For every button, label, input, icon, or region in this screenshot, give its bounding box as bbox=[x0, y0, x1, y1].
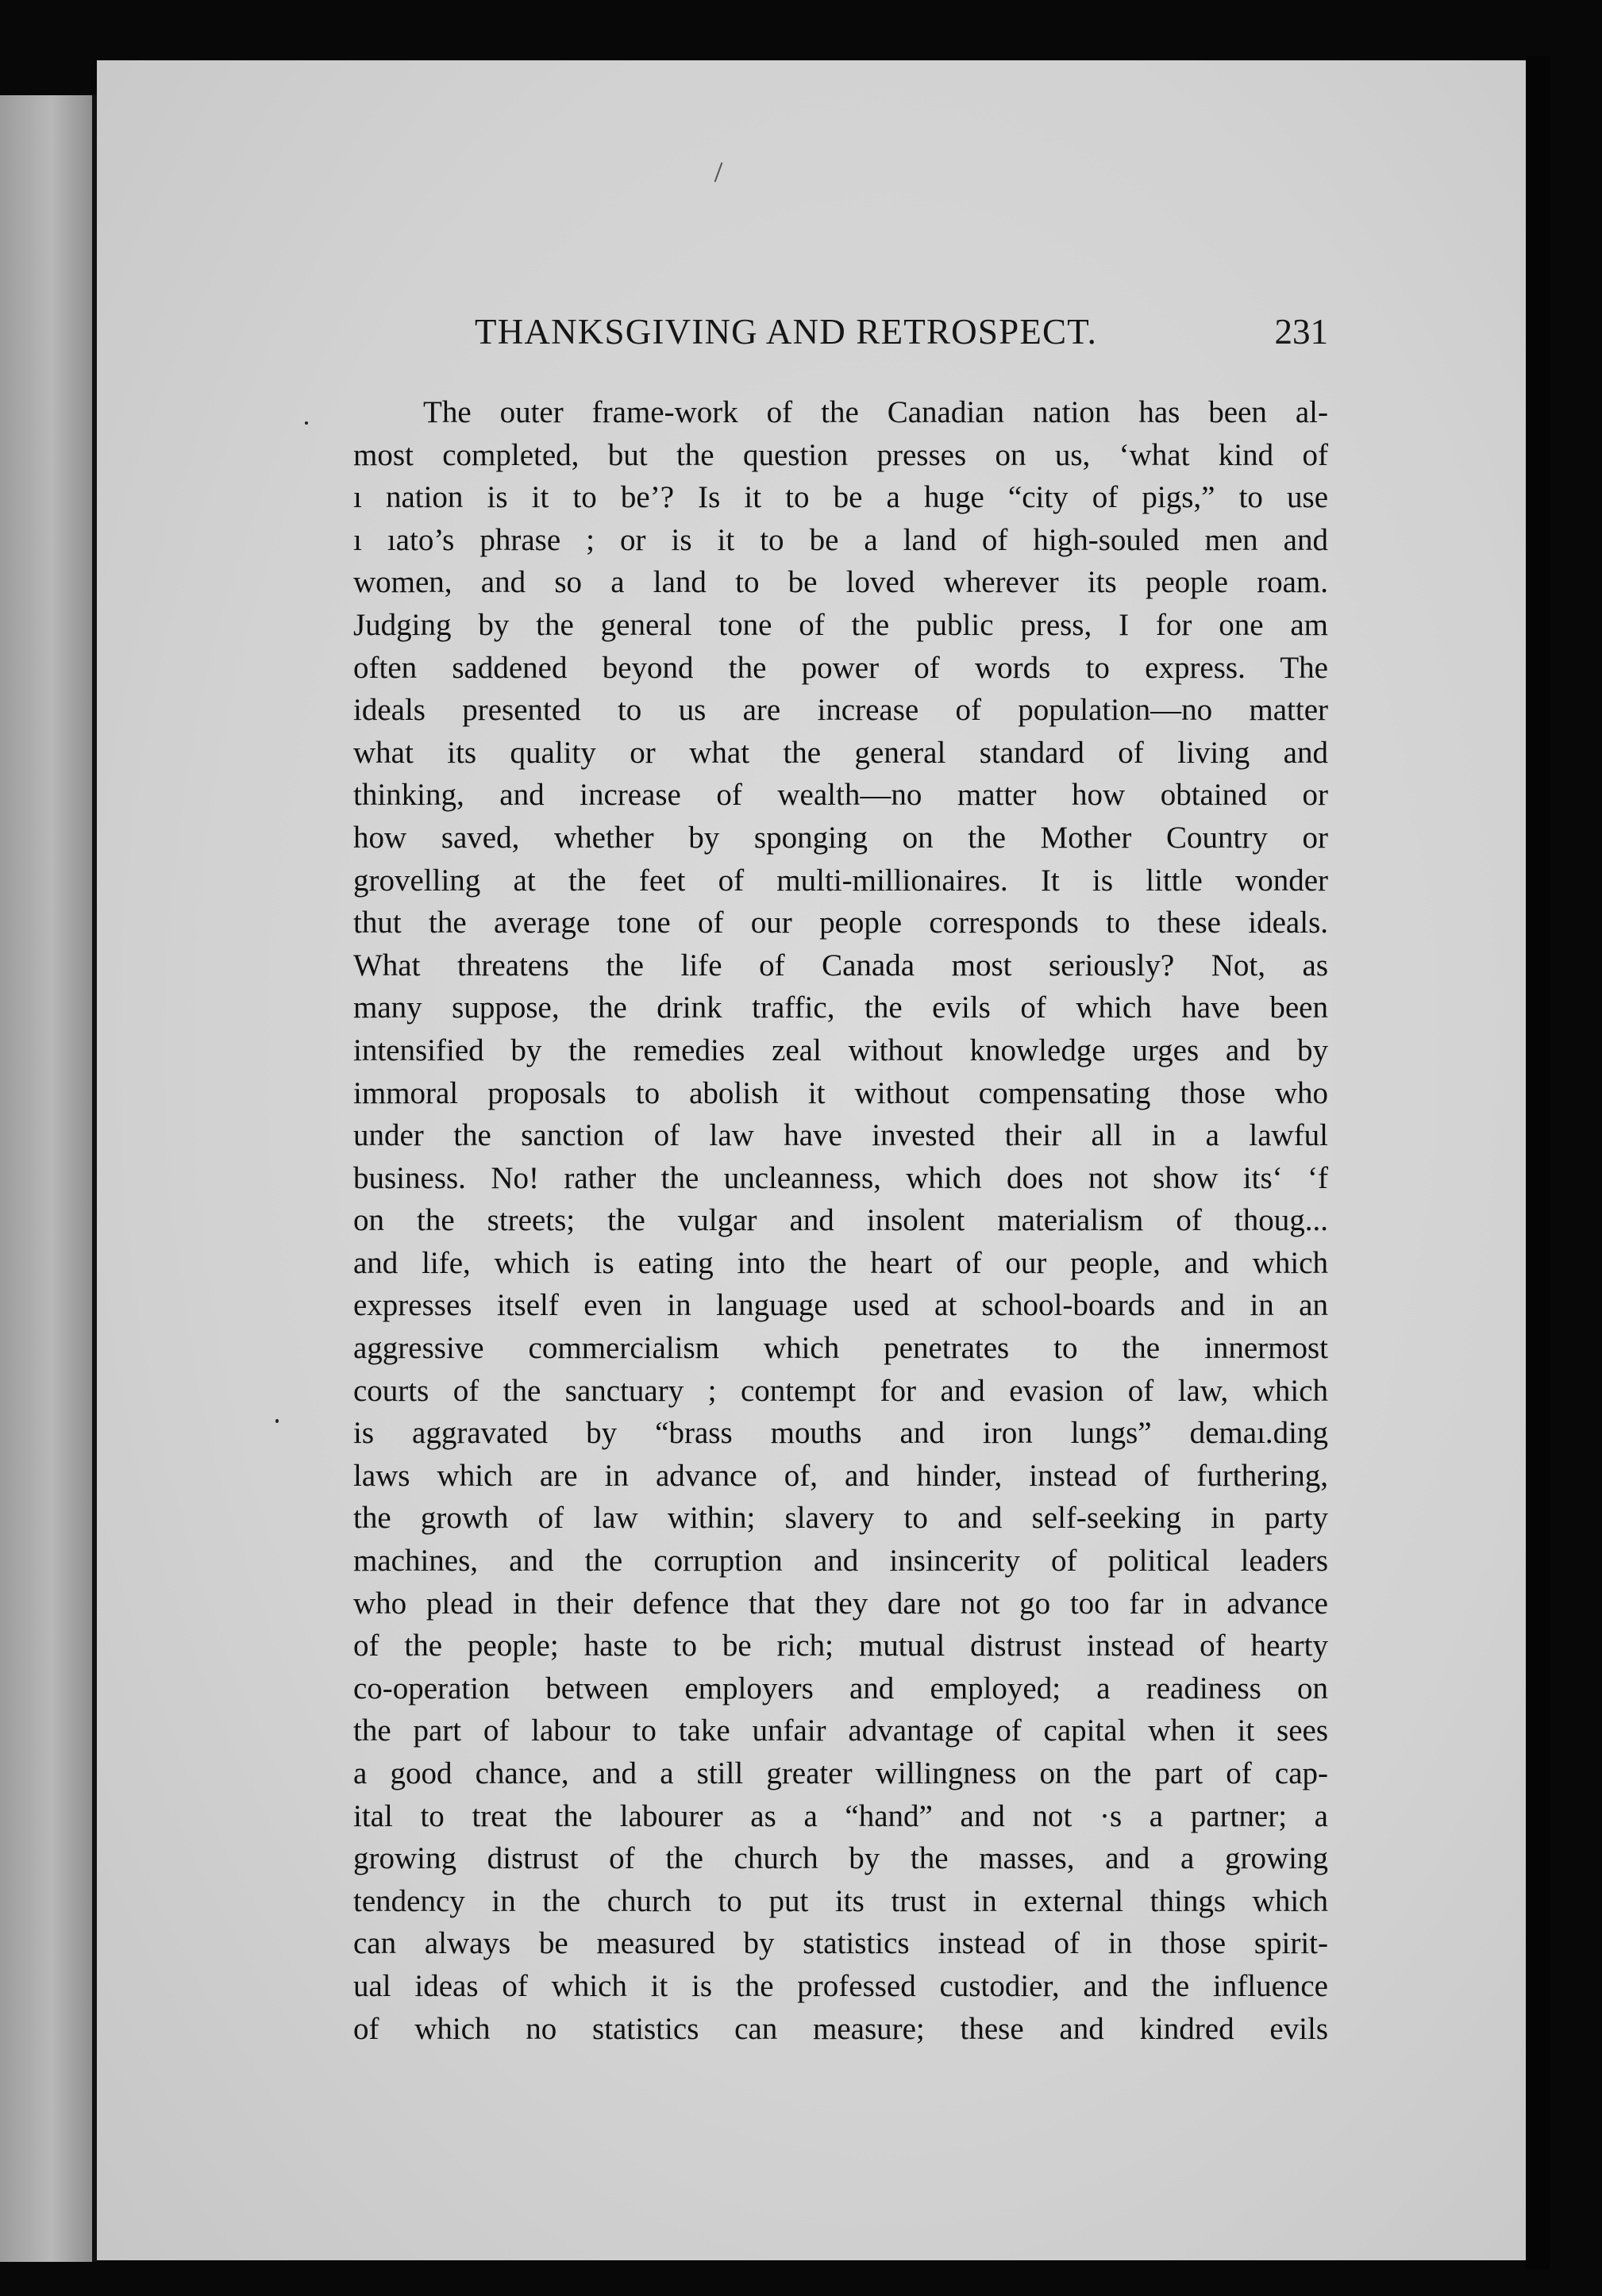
facing-page-edge bbox=[0, 95, 94, 2262]
text-line: the part of labour to take unfair advantage of capital when it sees bbox=[353, 1713, 1328, 1748]
text-line: laws which are in advance of, and hinder, instead of furthering, bbox=[353, 1458, 1328, 1493]
text-line: ital to treat the labourer as a “hand” and not ·s a partner; a bbox=[353, 1798, 1328, 1833]
text-line: often saddened beyond the power of words to express. The bbox=[353, 650, 1328, 685]
scan-right-border bbox=[1526, 56, 1550, 2270]
text-line: most completed, but the question presses on us, ‘what kind of bbox=[353, 437, 1328, 472]
ink-speck bbox=[305, 421, 308, 425]
text-line: thut the average tone of our people corresponds to these ideals. bbox=[353, 906, 1328, 940]
text-line: under the sanction of law have invested their all in a lawful bbox=[353, 1118, 1328, 1153]
text-line: is aggravated by “brass mouths and iron lungs” demaı.ding bbox=[353, 1416, 1328, 1451]
page-number: 231 bbox=[1274, 312, 1328, 352]
text-line: expresses itself even in language used at school-boards and in an bbox=[353, 1288, 1328, 1323]
text-line: and life, which is eating into the heart of our people, and which bbox=[353, 1245, 1328, 1280]
body-text bbox=[353, 391, 1328, 2050]
running-head: THANKSGIVING AND RETROSPECT. bbox=[475, 312, 1098, 352]
text-line: thinking, and increase of wealth—no matter how obtained or bbox=[353, 778, 1328, 813]
text-line: ual ideas of which it is the professed custodier, and the influence bbox=[353, 1968, 1328, 2003]
text-line: co-operation between employers and employed; a readiness on bbox=[353, 1671, 1328, 1706]
text-line: The outer frame-work of the Canadian nation has been al- bbox=[423, 395, 1328, 429]
text-line: how saved, whether by sponging on the Mother Country or bbox=[353, 820, 1328, 855]
text-line: ideals presented to us are increase of population—no matter bbox=[353, 693, 1328, 728]
text-line: business. No! rather the uncleanness, which does not show its‘ ‘f bbox=[353, 1160, 1328, 1195]
text-line: courts of the sanctuary ; contempt for and evasion of law, which bbox=[353, 1373, 1328, 1408]
text-line: a good chance, and a still greater willingness on the part of cap- bbox=[353, 1756, 1328, 1790]
text-line: many suppose, the drink traffic, the evils of which have been bbox=[353, 990, 1328, 1025]
text-line: ı nation is it to be’? Is it to be a huge “city of pigs,” to use bbox=[353, 480, 1328, 515]
text-line: aggressive commercialism which penetrates to the innermost bbox=[353, 1331, 1328, 1366]
text-line: ı ıato’s phrase ; or is it to be a land of high-souled men and bbox=[353, 522, 1328, 557]
text-line: of which no statistics can measure; these and kindred evils bbox=[353, 2011, 1328, 2046]
page-header bbox=[475, 311, 1328, 367]
text-line: women, and so a land to be loved wherever its people roam. bbox=[353, 565, 1328, 600]
text-line: tendency in the church to put its trust in external things which bbox=[353, 1883, 1328, 1918]
text-line: growing distrust of the church by the masses, and a growing bbox=[353, 1841, 1328, 1876]
ink-speck bbox=[275, 1419, 279, 1423]
text-line: what its quality or what the general standard of living and bbox=[353, 735, 1328, 770]
text-line: the growth of law within; slavery to and self-seeking in party bbox=[353, 1501, 1328, 1536]
text-line: of the people; haste to be rich; mutual distrust instead of hearty bbox=[353, 1629, 1328, 1663]
text-line: intensified by the remedies zeal without knowledge urges and by bbox=[353, 1033, 1328, 1067]
scan-mark bbox=[714, 162, 723, 182]
text-line: What threatens the life of Canada most seriously? Not, as bbox=[353, 948, 1328, 983]
text-line: machines, and the corruption and insincerity of political leaders bbox=[353, 1544, 1328, 1579]
text-line: grovelling at the feet of multi-millionaires. It is little wonder bbox=[353, 863, 1328, 898]
text-line: Judging by the general tone of the public press, I for one am bbox=[353, 607, 1328, 642]
text-line: immoral proposals to abolish it without compensating those who bbox=[353, 1075, 1328, 1110]
text-line: who plead in their defence that they dare not go too far in advance bbox=[353, 1586, 1328, 1621]
text-line: can always be measured by statistics instead of in those spirit- bbox=[353, 1926, 1328, 1961]
text-line: on the streets; the vulgar and insolent materialism of thoug... bbox=[353, 1203, 1328, 1238]
